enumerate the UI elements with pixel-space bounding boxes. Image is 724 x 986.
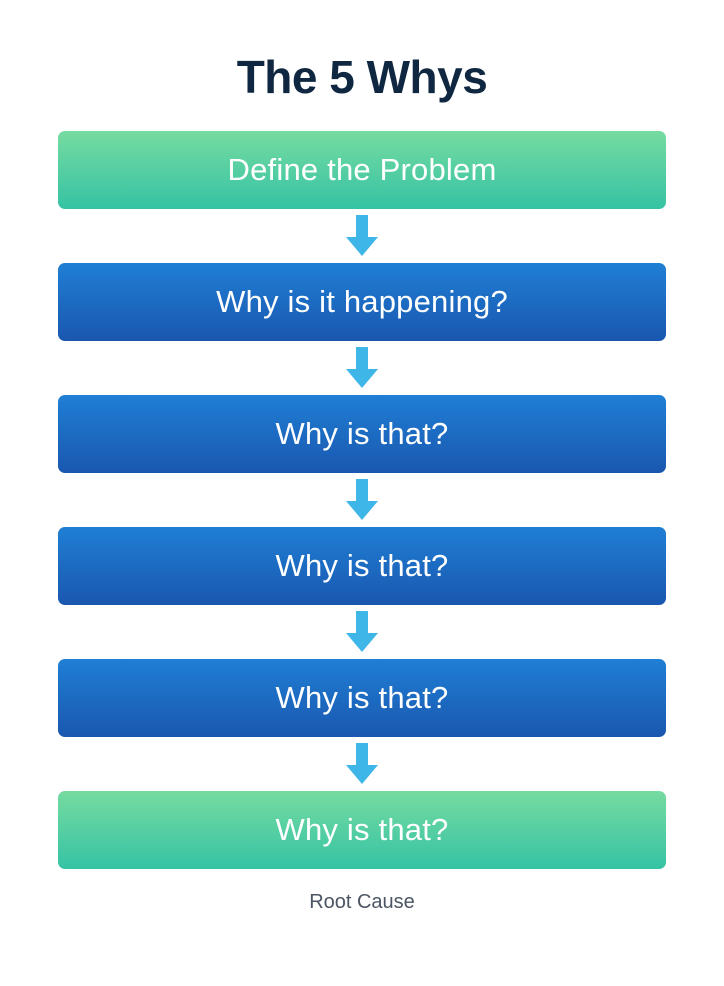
flow-step-why-that-3[interactable] bbox=[58, 659, 666, 737]
flow-step-label: Why is it happening? bbox=[216, 283, 508, 319]
flow-arrow-3 bbox=[58, 473, 666, 527]
root-cause-label: Root Cause bbox=[309, 890, 415, 913]
flow-step-label: Why is that? bbox=[275, 679, 449, 715]
flow-arrow-1 bbox=[58, 209, 666, 263]
down-arrow-icon bbox=[345, 479, 379, 521]
flow-step-label: Why is that? bbox=[275, 415, 449, 451]
flow-arrow-2 bbox=[58, 341, 666, 395]
flow-step-define-problem[interactable] bbox=[58, 131, 666, 209]
flow-step-label: Why is that? bbox=[275, 547, 449, 583]
flow-step-label: Why is that? bbox=[275, 811, 449, 847]
flow-step-why-happening[interactable] bbox=[58, 263, 666, 341]
down-arrow-icon bbox=[345, 347, 379, 389]
flow-arrow-5 bbox=[58, 737, 666, 791]
page-title: The 5 Whys bbox=[236, 51, 488, 103]
flow-step-why-that-2[interactable] bbox=[58, 527, 666, 605]
flow-arrow-4 bbox=[58, 605, 666, 659]
down-arrow-icon bbox=[345, 743, 379, 785]
flow-step-label: Define the Problem bbox=[227, 151, 497, 187]
down-arrow-icon bbox=[345, 611, 379, 653]
flow-step-why-that-1[interactable] bbox=[58, 395, 666, 473]
flow-step-why-that-4[interactable] bbox=[58, 791, 666, 869]
five-whys-flow bbox=[58, 131, 666, 914]
down-arrow-icon bbox=[345, 215, 379, 257]
